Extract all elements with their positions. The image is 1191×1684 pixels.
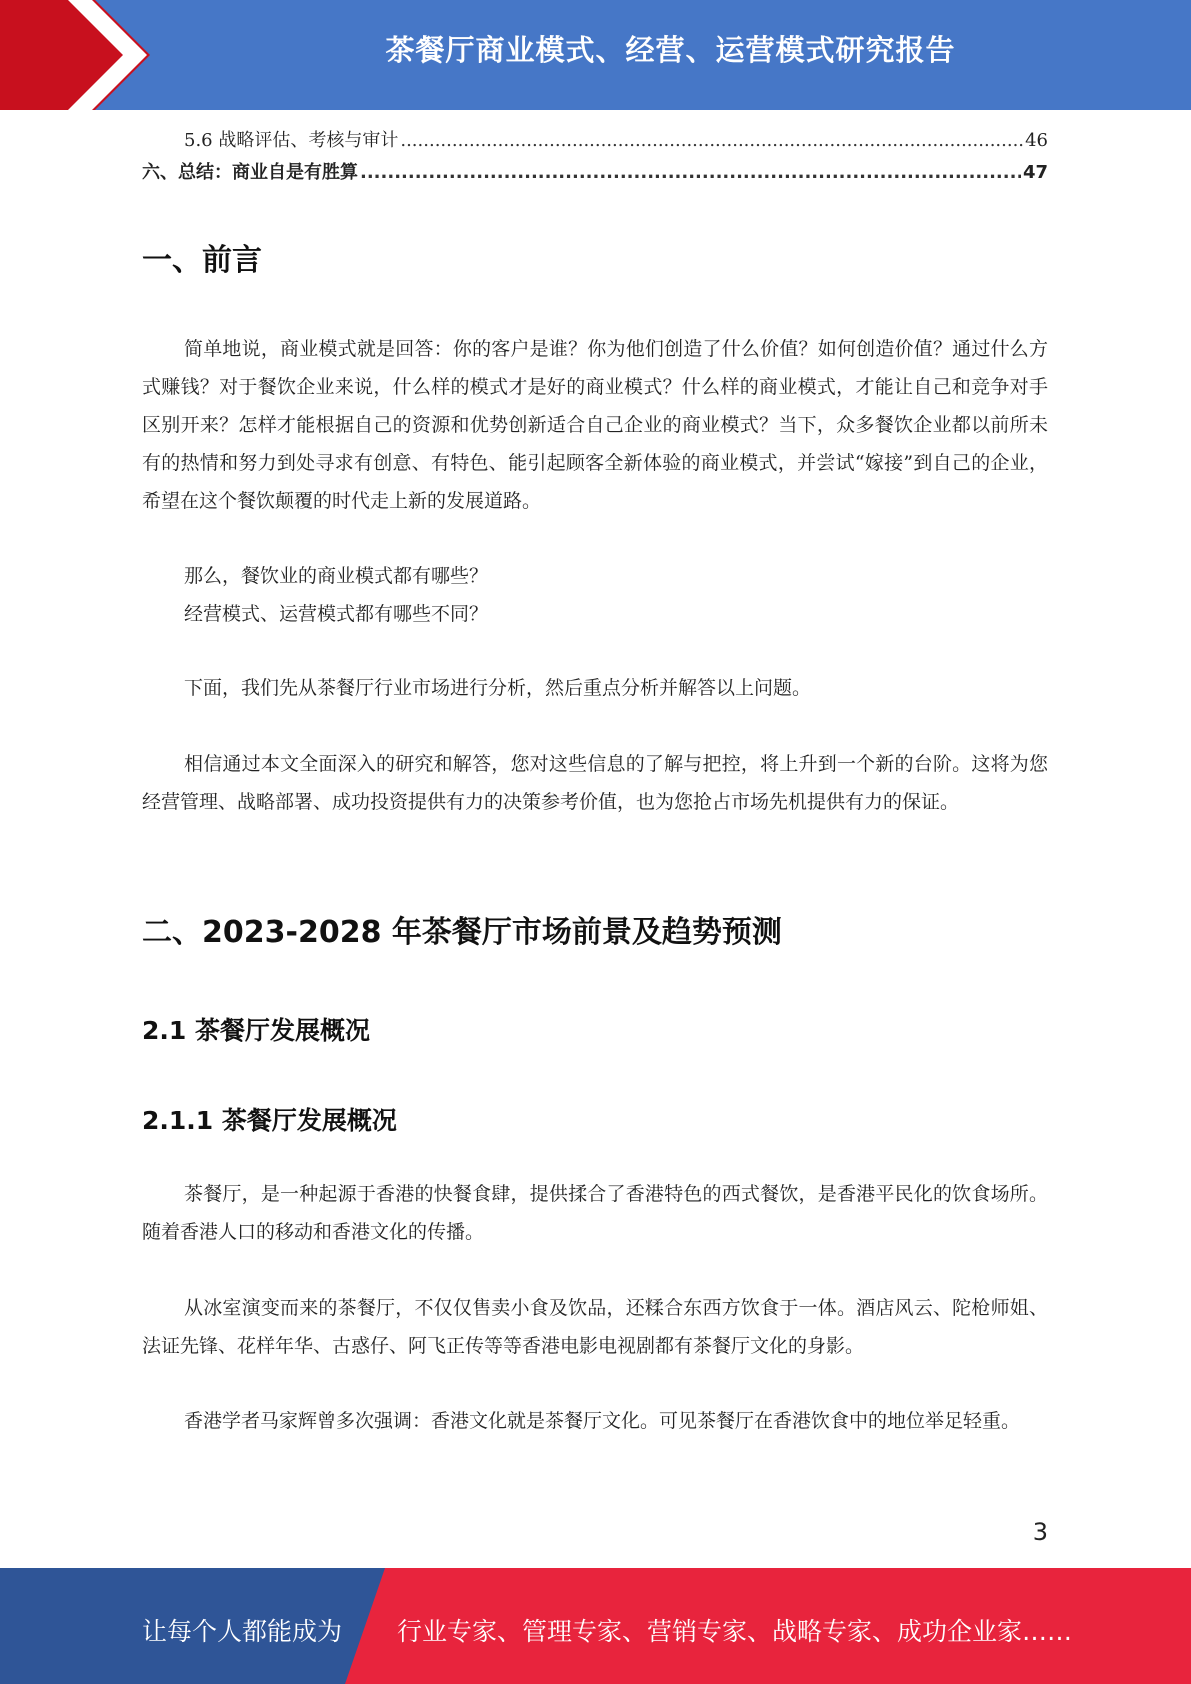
footer-slogan-left: 让每个人都能成为 (142, 1617, 343, 1646)
paragraph: 香港学者马家辉曾多次强调：香港文化就是茶餐厅文化。可见茶餐厅在香港饮食中的地位举足轻重。 (184, 1410, 1021, 1432)
subsection-heading: 2.1 茶餐厅发展概况 (142, 1016, 370, 1045)
toc-entry-page: 46 (1025, 130, 1048, 151)
page-footer (0, 1568, 1191, 1684)
paragraph: 那么，餐饮业的商业模式都有哪些？ (184, 565, 489, 587)
toc-entry-page: 47 (1022, 162, 1048, 183)
paragraph: 经营模式、运营模式都有哪些不同？ (184, 603, 489, 625)
section-heading: 一、前言 (142, 243, 262, 278)
page-content (142, 125, 1048, 1432)
section-heading: 二、2023-2028 年茶餐厅市场前景及趋势预测 (142, 915, 782, 950)
paragraph: 下面，我们先从茶餐厅行业市场进行分析，然后重点分析并解答以上问题。 (184, 677, 812, 699)
page-number: 3 (1032, 1518, 1048, 1546)
paragraph: 相信通过本文全面深入的研究和解答，您对这些信息的了解与把控，将上升到一个新的台阶。这将为您经营管理、战略部署、成功投资提供有力的决策参考价值，也为您抢占市场先机提供有力的保证。 (142, 753, 1048, 813)
page-header (0, 0, 1191, 110)
toc-entry-label: 六、总结：商业自是有胜算 (142, 162, 358, 183)
header-title: 茶餐厅商业模式、经营、运营模式研究报告 (385, 33, 956, 67)
toc-entry-label: 5.6 战略评估、考核与审计 (184, 130, 399, 151)
toc-leader-dots (360, 157, 1021, 189)
paragraph: 茶餐厅，是一种起源于香港的快餐食肆，提供揉合了香港特色的西式餐饮，是香港平民化的饮食场所。随着香港人口的移动和香港文化的传播。 (142, 1183, 1048, 1243)
header-red-chevron (0, 0, 150, 110)
toc-entry[interactable] (142, 125, 1048, 157)
toc-leader-dots (400, 125, 1023, 157)
paragraph: 从冰室演变而来的茶餐厅，不仅仅售卖小食及饮品，还糅合东西方饮食于一体。酒店风云、陀枪师姐、法证先锋、花样年华、古惑仔、阿飞正传等等香港电影电视剧都有茶餐厅文化的身影。 (142, 1297, 1048, 1357)
footer-slogan-right: 行业专家、管理专家、营销专家、战略专家、成功企业家…… (397, 1617, 1073, 1646)
paragraph: 简单地说，商业模式就是回答：你的客户是谁？你为他们创造了什么价值？如何创造价值？通过什么方式赚钱？对于餐饮企业来说，什么样的模式才是好的商业模式？什么样的商业模式，才能让自己和竞争对手区别开来？怎样才能根据自己的资源和优势创新适合自己企业的商业模式？当下，众多餐饮企业都以前所未有的热情和努力到处寻求有创意、有特色、能引起顾客全新体验的商业模式，并尝试“嫁接”到自己的企业，希望在这个餐饮颠覆的时代走上新的发展道路。 (142, 338, 1048, 512)
subsection-heading: 2.1.1 茶餐厅发展概况 (142, 1106, 397, 1135)
toc-entry[interactable] (142, 157, 1048, 189)
